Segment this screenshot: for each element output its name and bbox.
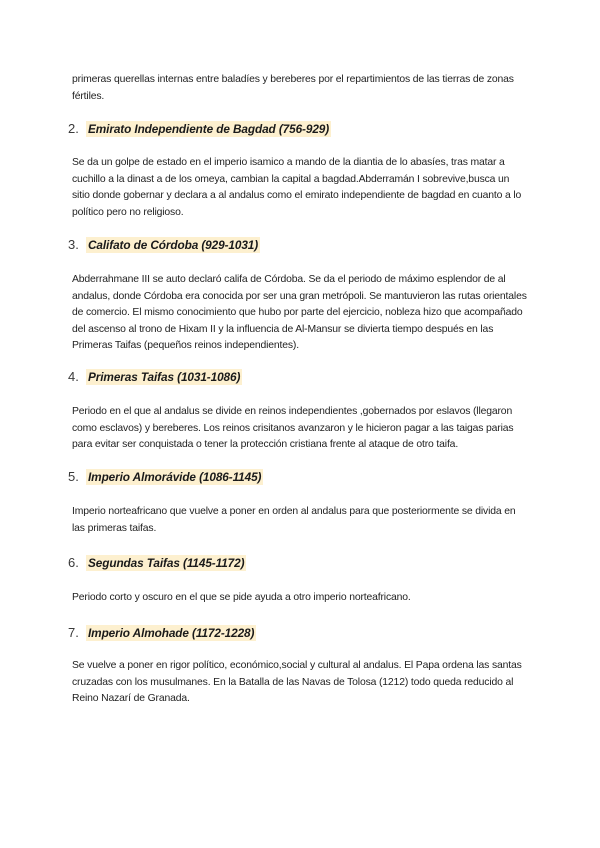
section-title: Imperio Almohade (1172-1228) (88, 625, 255, 640)
section-title: Califato de Córdoba (929-1031) (88, 237, 259, 252)
section-title: Primeras Taifas (1031-1086) (88, 369, 241, 384)
section-heading-3 (68, 236, 260, 253)
section-body-6: Periodo corto y oscuro en el que se pide ayuda a otro imperio norteafricano. (72, 592, 411, 603)
section-title: Segundas Taifas (1145-1172) (88, 555, 245, 570)
section-number: 5. (68, 469, 79, 484)
section-heading-2 (68, 120, 331, 137)
section-number: 3. (68, 237, 79, 252)
section-body-5: Imperio norteafricano que vuelve a poner en orden al andalus para que posteriormente se divida en las primeras taifas. (72, 506, 516, 534)
section-body-3: Abderrahmane III se auto declaró califa de Córdoba. Se da el periodo de máximo esplendor de al andalus, donde Córdoba era conocida por ser una gran metrópoli. Se mantuvieron las rutas orientales de comercio. El mismo conocimiento que hubo por parte del ejercicio, nobleza hizo que acompañado del ascenso al trono de Hixam II y la influencia de Al-Mansur se divierta tiempo después en las Primeras Taifas (pequeños reinos independientes). (72, 274, 527, 351)
section-heading-7 (68, 624, 256, 641)
intro-paragraph: primeras querellas internas entre baladíes y bereberes por el repartimientos de las tierras de zonas fértiles. (72, 74, 514, 102)
section-number: 6. (68, 555, 79, 570)
section-title: Emirato Independiente de Bagdad (756-929) (88, 121, 330, 136)
section-number: 4. (68, 369, 79, 384)
section-body-2: Se da un golpe de estado en el imperio isamico a mando de la diantia de lo abasíes, tras matar a cuchillo a la dinast a de los omeya, cambian la capital a bagdad.Abderramán I sobrevive,busca un sitio donde gobernar y declara a al andalus como el emirato independiente de bagdad en cuanto a lo político pero no religioso. (72, 157, 522, 218)
section-heading-6 (68, 554, 246, 571)
section-body-4: Periodo en el que al andalus se divide en reinos independientes ,gobernados por eslavos (llegaron como esclavos) y bereberes. Los reinos crisitanos avanzaron y le hicieron pagar a las taigas parias para evitar ser conquistada o tener la protección cristiana frente al ataque de otro taifa. (72, 406, 514, 450)
section-body-7: Se vuelve a poner en rigor político, económico,social y cultural al andalus. El Papa ordena las santas cruzadas con los musulmanes. En la Batalla de las Navas de Tolosa (1212) todo queda reducido al Reino Nazarí de Granada. (72, 660, 522, 704)
section-heading-4 (68, 368, 242, 385)
section-number: 7. (68, 625, 79, 640)
section-title: Imperio Almorávide (1086-1145) (88, 469, 262, 484)
section-heading-5 (68, 468, 263, 485)
section-number: 2. (68, 121, 79, 136)
